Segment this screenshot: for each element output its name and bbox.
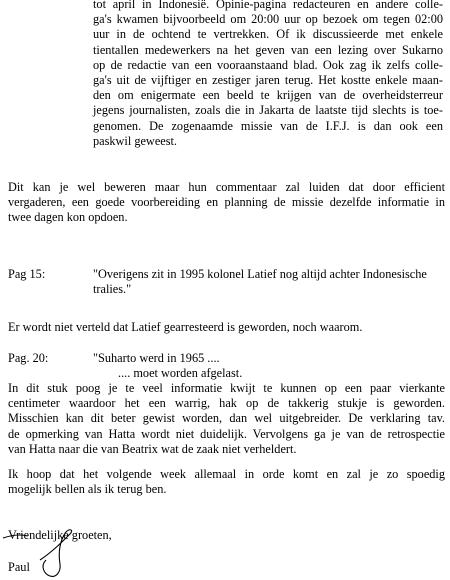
- text-line: den om enigermate een beeld te krijgen van de overheidsterreur: [93, 88, 443, 103]
- comment-paragraph: [8, 381, 445, 457]
- text-line: mogelijk bellen als ik terug ben.: [8, 482, 167, 497]
- text-line: de opmerking van Hatta wordt niet duidelijk. Vervolgens ga je van de retrospectie: [8, 426, 445, 441]
- text-line: Er wordt niet verteld dat Latief gearresteerd is geworden, noch waarom.: [8, 320, 363, 334]
- quote-line: "Overigens zit in 1995 kolonel Latief nog altijd achter Indonesische: [93, 267, 427, 281]
- text-line: van Hatta naar die van Beatrix wat de zaak niet verheldert.: [8, 441, 297, 456]
- text-line: Misschien kan dit beter gewist worden, dan wel uitgebreider. De verklaring tav.: [8, 411, 445, 426]
- quoted-passage: [93, 267, 445, 297]
- closing-line: Vriendelijke groeten,: [8, 528, 112, 542]
- signature-name: Paul: [8, 560, 30, 574]
- text-line: centimeter waardoor het een warrig, hak op de takkerig stukje is geworden.: [8, 396, 445, 411]
- quote-line: .... moet worden afgelast.: [118, 366, 243, 381]
- page-reference-label: Pag 15:: [8, 267, 46, 281]
- comment-paragraph: [8, 467, 445, 497]
- text-line: ga's uit de vijftiger en zestiger jaren terug. Het kostte enkele maan-: [93, 73, 443, 88]
- text-line: uur in de ochtend te vertrekken. Of ik discussieerde met enkele: [93, 27, 443, 42]
- text-line: In dit stuk poog je te veel informatie kwijt te kunnen op een paar vierkante: [8, 381, 445, 395]
- text-line: vergaderen, een goede voorbereiding en planning de missie dezelfde informatie in: [8, 195, 445, 210]
- text-line: paskwil geweest.: [93, 133, 178, 148]
- text-line: Dit kan je wel beweren maar hun commentaar zal luiden dat door efficient: [8, 180, 445, 194]
- quote-line: "Suharto werd in 1965 ....: [93, 351, 220, 365]
- text-line: op de redactie van een vooraanstaand blad. Ook zag ik zelfs colle-: [93, 57, 443, 72]
- comment-paragraph: [8, 320, 445, 335]
- text-line: Ik hoop dat het volgende week allemaal in orde komt en zal je zo spoedig: [8, 467, 445, 481]
- indented-paragraph: [93, 0, 443, 149]
- page-reference-label: Pag. 20:: [8, 351, 49, 365]
- text-line: tientallen medewerkers na het geven van een lezing over Sukarno: [93, 42, 443, 57]
- text-line: jegens journalisten, zoals die in Jakarta de laatste tijd slechts is toe-: [93, 103, 443, 118]
- text-line: ga's kwamen bijvoorbeeld om 20:00 uur op bezoek om tegen 02:00: [93, 12, 443, 27]
- quote-line: tralies.": [93, 282, 132, 297]
- quoted-passage: [93, 351, 445, 381]
- text-line: tot april in Indonesië. Opinie-pagina redacteuren en andere colle-: [93, 0, 443, 11]
- text-line: genomen. De zogenaamde missie van de I.F.J. is dan ook een: [93, 118, 443, 133]
- text-line: twee dagen kon opdoen.: [8, 210, 128, 225]
- comment-paragraph: [8, 180, 445, 226]
